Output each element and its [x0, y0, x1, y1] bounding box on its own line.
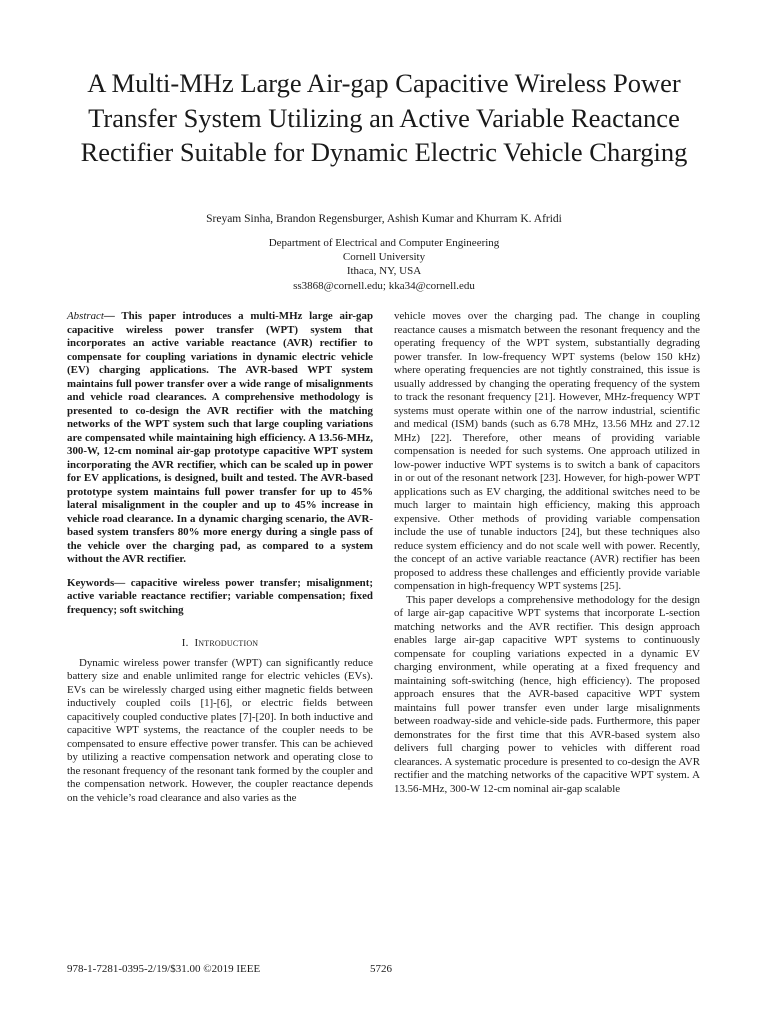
intro-paragraph-1: Dynamic wireless power transfer (WPT) can significantly reduce battery size and enable unlimited range for electric vehicles (EVs). EVs can be wirelessly charged using either magnetic fields between inductively coupled coils [1]-[6], or electric fields between capacitively coupled conductive plates [7]-[20]. In both inductive and capacitive WPT systems, the reactance of the coupler needs to be compensated to ensure effective power transfer. This can be achieved by utilizing a reactive compensation network and operating close to the resonant frequency of the resonant tank formed by the coupler and the compensation network. However, the coupler reactance depends on the vehicle’s road clearance and also varies as the [67, 656, 373, 804]
section-number: I. [181, 637, 189, 649]
keywords-label: Keywords [67, 576, 115, 589]
body-paragraph-continued: vehicle moves over the charging pad. The change in coupling reactance causes a mismatch between the resonant frequency and the operating frequency of the WPT system, substantially degrading power transfer. In low-frequency WPT systems (below 150 kHz) where operating frequencies are not tightly constrained, this issue is usually addressed by changing the operating frequency of the system to track the resonant frequency [21]. However, MHz-frequency WPT systems must operate within one of the narrow industrial, scientific and medical (ISM) bands (such as 6.78 MHz, 13.56 MHz and 27.12 MHz) [22]. Therefore, other means of providing variable compensation is needed for such systems. One approach utilized in low-power inductive WPT systems is to switch a bank of capacitors in or out of the resonant network [23]. However, for high-power WPT applications such as EV charging, the additional switches need to be much larger to maintain high efficiency, making this approach expensive. Other methods of providing variable compensation include the use of tunable inductors [24], but these techniques also reduce system efficiency and do not scale well with power. Recently, the concept of an active variable reactance (AVR) rectifier has been proposed to address these challenges and efficiently provide variable compensation in high-frequency WPT systems [25]. [394, 310, 700, 592]
affiliation-department: Department of Electrical and Computer Engineering [268, 237, 500, 249]
left-column [67, 310, 373, 805]
right-column [394, 310, 700, 796]
abstract-dash: — [103, 310, 122, 322]
affiliation-location: Ithaca, NY, USA [346, 265, 422, 278]
abstract-label: Abstract [67, 310, 104, 322]
affiliation-block [40, 236, 728, 293]
abstract-paragraph [67, 310, 373, 567]
page-number: 5726 [370, 963, 392, 975]
affiliation-emails: ss3868@cornell.edu; kka34@cornell.edu [293, 279, 475, 292]
body-paragraph-2: This paper develops a comprehensive methodology for the design of large air-gap capacitive WPT systems that incorporate L-section matching networks and the AVR rectifier. This design approach enables large air-gap capacitive WPT systems to continuously compensate for coupling variations expected in a dynamic EV charging environment, while operating at a fixed frequency and maintaining soft-switching (hence, high efficiency). The proposed approach ensures that the AVR-based capacitive WPT system maintains full power transfer even under large misalignments between roadway-side and vehicle-side pads. Furthermore, this paper demonstrates for the first time that this AVR-based system also delivers full charging power to vehicles with different road clearances. A systematic procedure is presented to co-design the AVR rectifier and the matching networks of the capacitive WPT system. A 13.56-MHz, 300-W 12-cm nominal air-gap scalable [394, 593, 700, 795]
abstract-text: This paper introduces a multi-MHz large air-gap capacitive wireless power transfer (WPT) system that incorporates an active variable reactance (AVR) rectifier to compensate for coupling variations in dynamic electric vehicle (EV) charging applications. The AVR-based WPT system maintains full power transfer over a wide range of misalignments and vehicle road clearances. A comprehensive methodology is presented to co-design the AVR rectifier with the matching networks of the WPT system such that large coupling variations are compensated while maintaining high efficiency. A 13.56-MHz, 300-W, 12-cm nominal air-gap prototype capacitive WPT system incorporating the AVR rectifier, which can be scaled up in power for EV applications, is designed, built and tested. The AVR-based prototype system maintains full power transfer for up to 45% lateral misalignment in the coupler and up to 45% increase in vehicle road clearance. In a dynamic charging scenario, the AVR-based system transfers 80% more energy during a single pass of the vehicle over the charging pad, as compared to a system without the AVR rectifier. [67, 310, 373, 565]
keywords-text: capacitive wireless power transfer; misalignment; active variable reactance rectifier; variable compensation; fixed frequency; soft switching [67, 576, 373, 616]
affiliation-university: Cornell University [342, 251, 426, 264]
paper-title: A Multi-MHz Large Air-gap Capacitive Wireless Power Transfer System Utilizing an Active Variable Reactance Rectifier Suitable for Dynamic Electric Vehicle Charging [80, 68, 688, 167]
copyright-notice: 978-1-7281-0395-2/19/$31.00 ©2019 IEEE [67, 963, 261, 975]
author-list: Sreyam Sinha, Brandon Regensburger, Ashish Kumar and Khurram K. Afridi [206, 213, 562, 225]
keywords-dash: — [114, 576, 131, 589]
section-heading-introduction [67, 637, 373, 651]
keywords-paragraph [67, 577, 373, 618]
section-title: Introduction [194, 637, 259, 649]
